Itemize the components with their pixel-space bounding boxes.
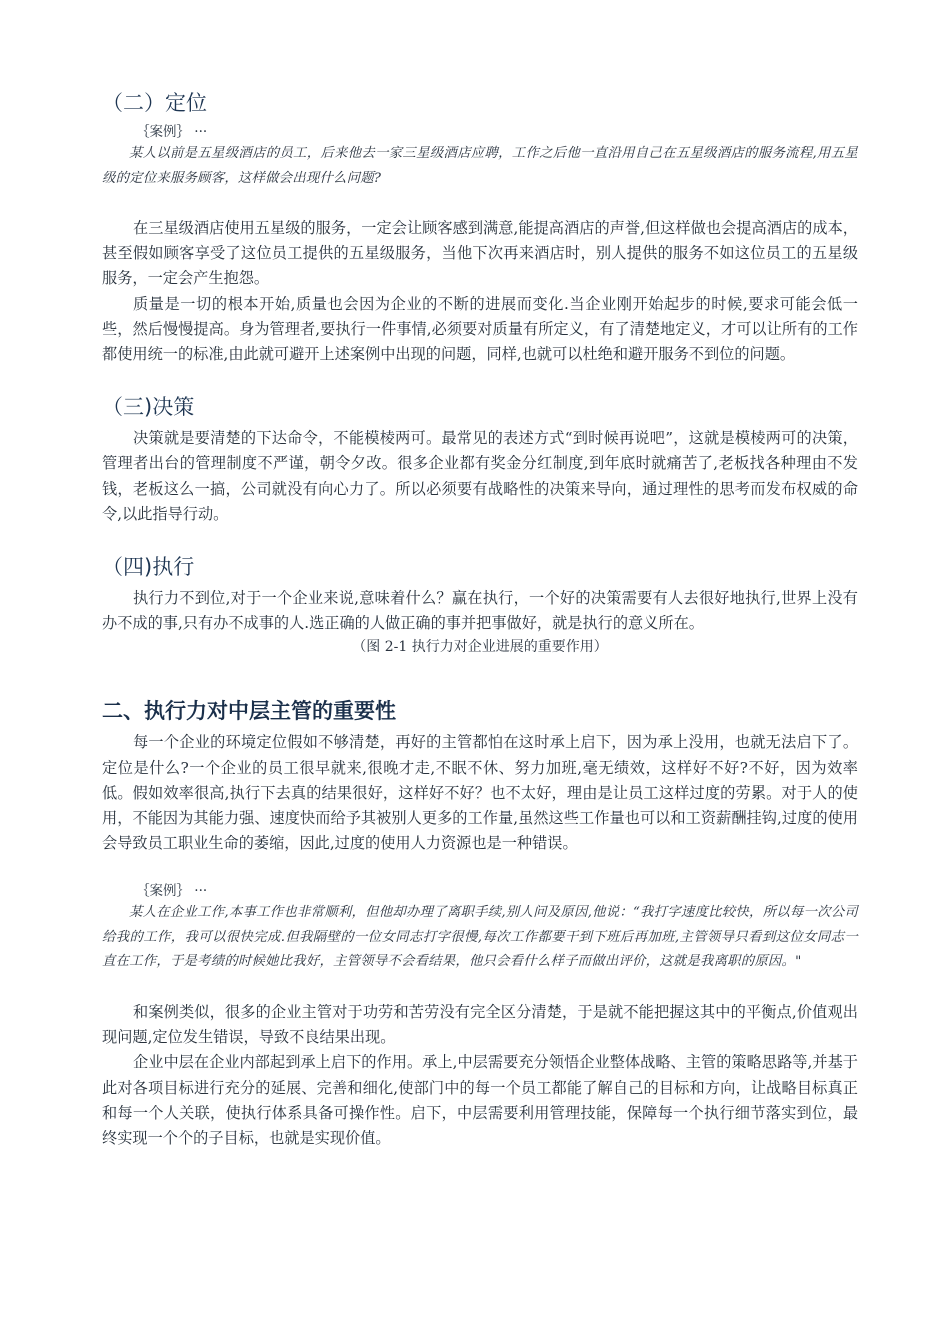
document-page <box>102 88 858 1151</box>
paragraph: 在三星级酒店使用五星级的服务，一定会让顾客感到满意,能提高酒店的声誉,但这样做也会提高酒店的成本，甚至假如顾客享受了这位员工提供的五星级服务，当他下次再来酒店时，别人提供的服务不如这位员工的五星级服务，一定会产生抱怨。 <box>102 219 858 288</box>
section-heading-execution: （四)执行 <box>102 555 195 580</box>
case-label: ｛案例｝ ··· <box>136 883 208 900</box>
part-heading-middle-management: 二、执行力对中层主管的重要性 <box>102 699 396 724</box>
paragraph: 执行力不到位,对于一个企业来说,意味着什么？赢在执行，一个好的决策需要有人去很好地执行,世界上没有办不成的事,只有办不成事的人.选正确的人做正确的事并把事做好，就是执行的意义所在。 <box>102 589 858 633</box>
figure-caption: （图 2-1 执行力对企业进展的重要作用） <box>352 639 608 656</box>
paragraph: 和案例类似，很多的企业主管对于功劳和苦劳没有完全区分清楚，于是就不能把握这其中的平衡点,价值观出现问题,定位发生错误，导致不良结果出现。 <box>102 1002 858 1047</box>
paragraph: 决策就是要清楚的下达命令，不能模棱两可。最常见的表述方式“到时候再说吧”，这就是模棱两可的决策，管理者出台的管理制度不严谨，朝令夕改。很多企业都有奖金分红制度,到年底时就痛苦了,老板找各种理由不发钱，老板这么一搞，公司就没有向心力了。所以必须要有战略性的决策来导向，通过理性的思考而发布权威的命令,以此指导行动。 <box>102 429 858 523</box>
section-heading-positioning: （二）定位 <box>102 91 207 115</box>
case-text: 某人以前是五星级酒店的员工，后来他去一家三星级酒店应聘，工作之后他一直沿用自己在五星级酒店的服务流程,用五星级的定位来服务顾客，这样做会出现什么问题? <box>102 146 858 186</box>
case-label: ｛案例｝ ··· <box>136 124 208 140</box>
case-text: 某人在企业工作,本事工作也非常顺利，但他却办理了离职手续,别人问及原因,他说：“我打字速度比较快，所以每一次公司给我的工作，我可以很快完成.但我隔壁的一位女同志打字很慢,每次工作都要干到下班后再加班,主管领导只看到这位女同志一直在工作，于是考绩的时候她比我好，主管领导不会看结果，他只会看什么样子而做出评价，这就是我离职的原因。" <box>102 905 858 970</box>
paragraph: 每一个企业的环境定位假如不够清楚，再好的主管都怕在这时承上启下，因为承上没用，也就无法启下了。定位是什么?一个企业的员工很早就来,很晚才走,不眠不休、努力加班,毫无绩效，这样好不好?不好，因为效率低。假如效率很高,执行下去真的结果很好，这样好不好？也不太好，理由是让员工这样过度的劳累。对于人的使用，不能因为其能力强、速度快而给予其被别人更多的工作量,虽然这些工作量也可以和工资薪酬挂钩,过度的使用会导致员工职业生命的萎缩，因此,过度的使用人力资源也是一种错误。 <box>102 733 858 853</box>
section-heading-decision: （三)决策 <box>102 395 195 420</box>
paragraph: 企业中层在企业内部起到承上启下的作用。承上,中层需要充分领悟企业整体战略、主管的策略思路等,并基于此对各项目标进行充分的延展、完善和细化,使部门中的每一个员工都能了解自己的目标和方向，让战略目标真正和每一个人关联，使执行体系具备可操作性。启下，中层需要利用管理技能，保障每一个执行细节落实到位，最终实现一个个的子目标，也就是实现价值。 <box>102 1053 858 1147</box>
paragraph: 质量是一切的根本开始,质量也会因为企业的不断的进展而变化.当企业刚开始起步的时候,要求可能会低一些，然后慢慢提高。身为管理者,要执行一件事情,必须要对质量有所定义，有了清楚地定义，才可以让所有的工作都使用统一的标准,由此就可避开上述案例中出现的问题，同样,也就可以杜绝和避开服务不到位的问题。 <box>102 294 858 364</box>
